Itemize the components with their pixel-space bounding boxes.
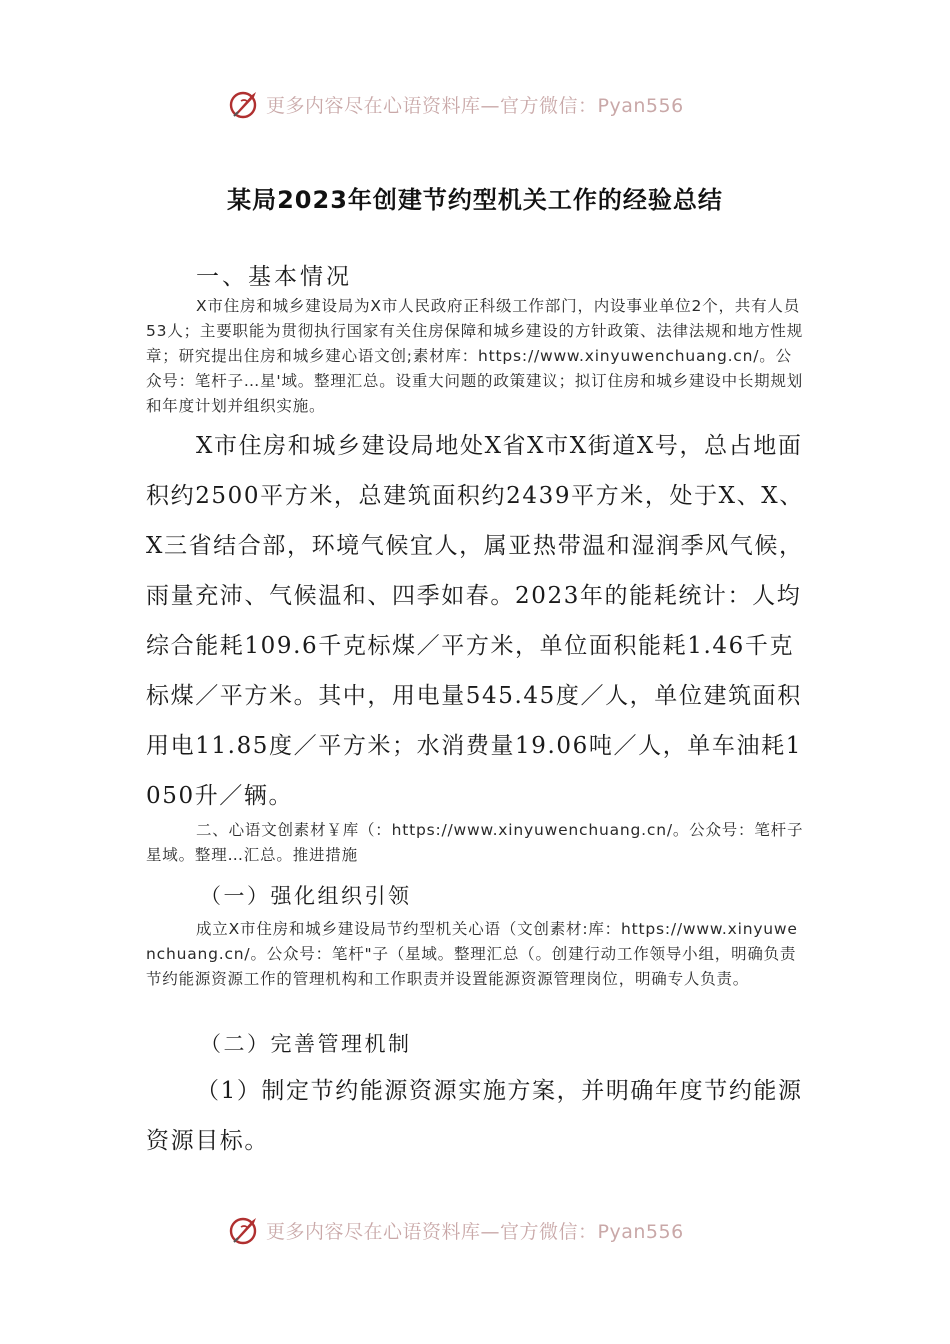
subsection-heading-organization: （一）强化组织引领: [200, 884, 412, 908]
watermark-text: 更多内容尽在心语资料库—官方微信：Pyan556: [266, 94, 684, 117]
header-watermark: [228, 84, 748, 124]
paragraph-section2-heading: 二、心语文创素材￥库（：https://www.xinyuwenchuang.cn/。公众号：笔杆子星域。整理…汇总。推进措施: [146, 821, 804, 864]
quill-logo-icon: [228, 1213, 262, 1247]
paragraph-overview: X市住房和城乡建设局为X市人民政府正科级工作部门，内设事业单位2个，共有人员53人；主要职能为贯彻执行国家有关住房保障和城乡建设的方针政策、法律法规和地方性规章；研究提出住房和城乡建心语文创;素材库：https://www.xinyuwenchuang.cn/。公众号：笔杆子…星'域。整理汇总。设重大问题的政策建议；拟订住房和城乡建设中长期规划和年度计划并组织实施。: [146, 297, 804, 415]
paragraph-energy-stats: X市住房和城乡建设局地处X省X市X街道X号，总占地面积约2500平方米，总建筑面积约2439平方米，处于X、X、X三省结合部，环境气候宜人，属亚热带温和湿润季风气候，雨量充沛、气候温和、四季如春。2023年的能耗统计：人均综合能耗109.6千克标煤／平方米，单位面积能耗1.46千克标煤／平方米。其中，用电量545.45度／人，单位建筑面积用电11.85度／平方米；水消费量19.06吨／人，单车油耗1050升／辆。: [146, 433, 804, 809]
paragraph-plan: （1）制定节约能源资源实施方案，并明确年度节约能源资源目标。: [146, 1078, 803, 1154]
section-heading-basic: 一、基本情况: [196, 264, 352, 290]
paragraph-leadership-group: 成立X市住房和城乡建设局节约型机关心语（文创素材:库：https://www.xinyuwenchuang.cn/。公众号：笔杆"子（星域。整理汇总（。创建行动工作领导小组，明确负责节约能源资源工作的管理机构和工作职责并设置能源资源管理岗位，明确专人负责。: [146, 920, 798, 988]
quill-logo-icon: [228, 87, 262, 121]
subsection-heading-mechanism: （二）完善管理机制: [200, 1032, 412, 1056]
footer-watermark: [228, 1210, 748, 1250]
document-title: 某局2023年创建节约型机关工作的经验总结: [227, 186, 723, 214]
watermark-text: 更多内容尽在心语资料库—官方微信：Pyan556: [266, 1220, 684, 1243]
